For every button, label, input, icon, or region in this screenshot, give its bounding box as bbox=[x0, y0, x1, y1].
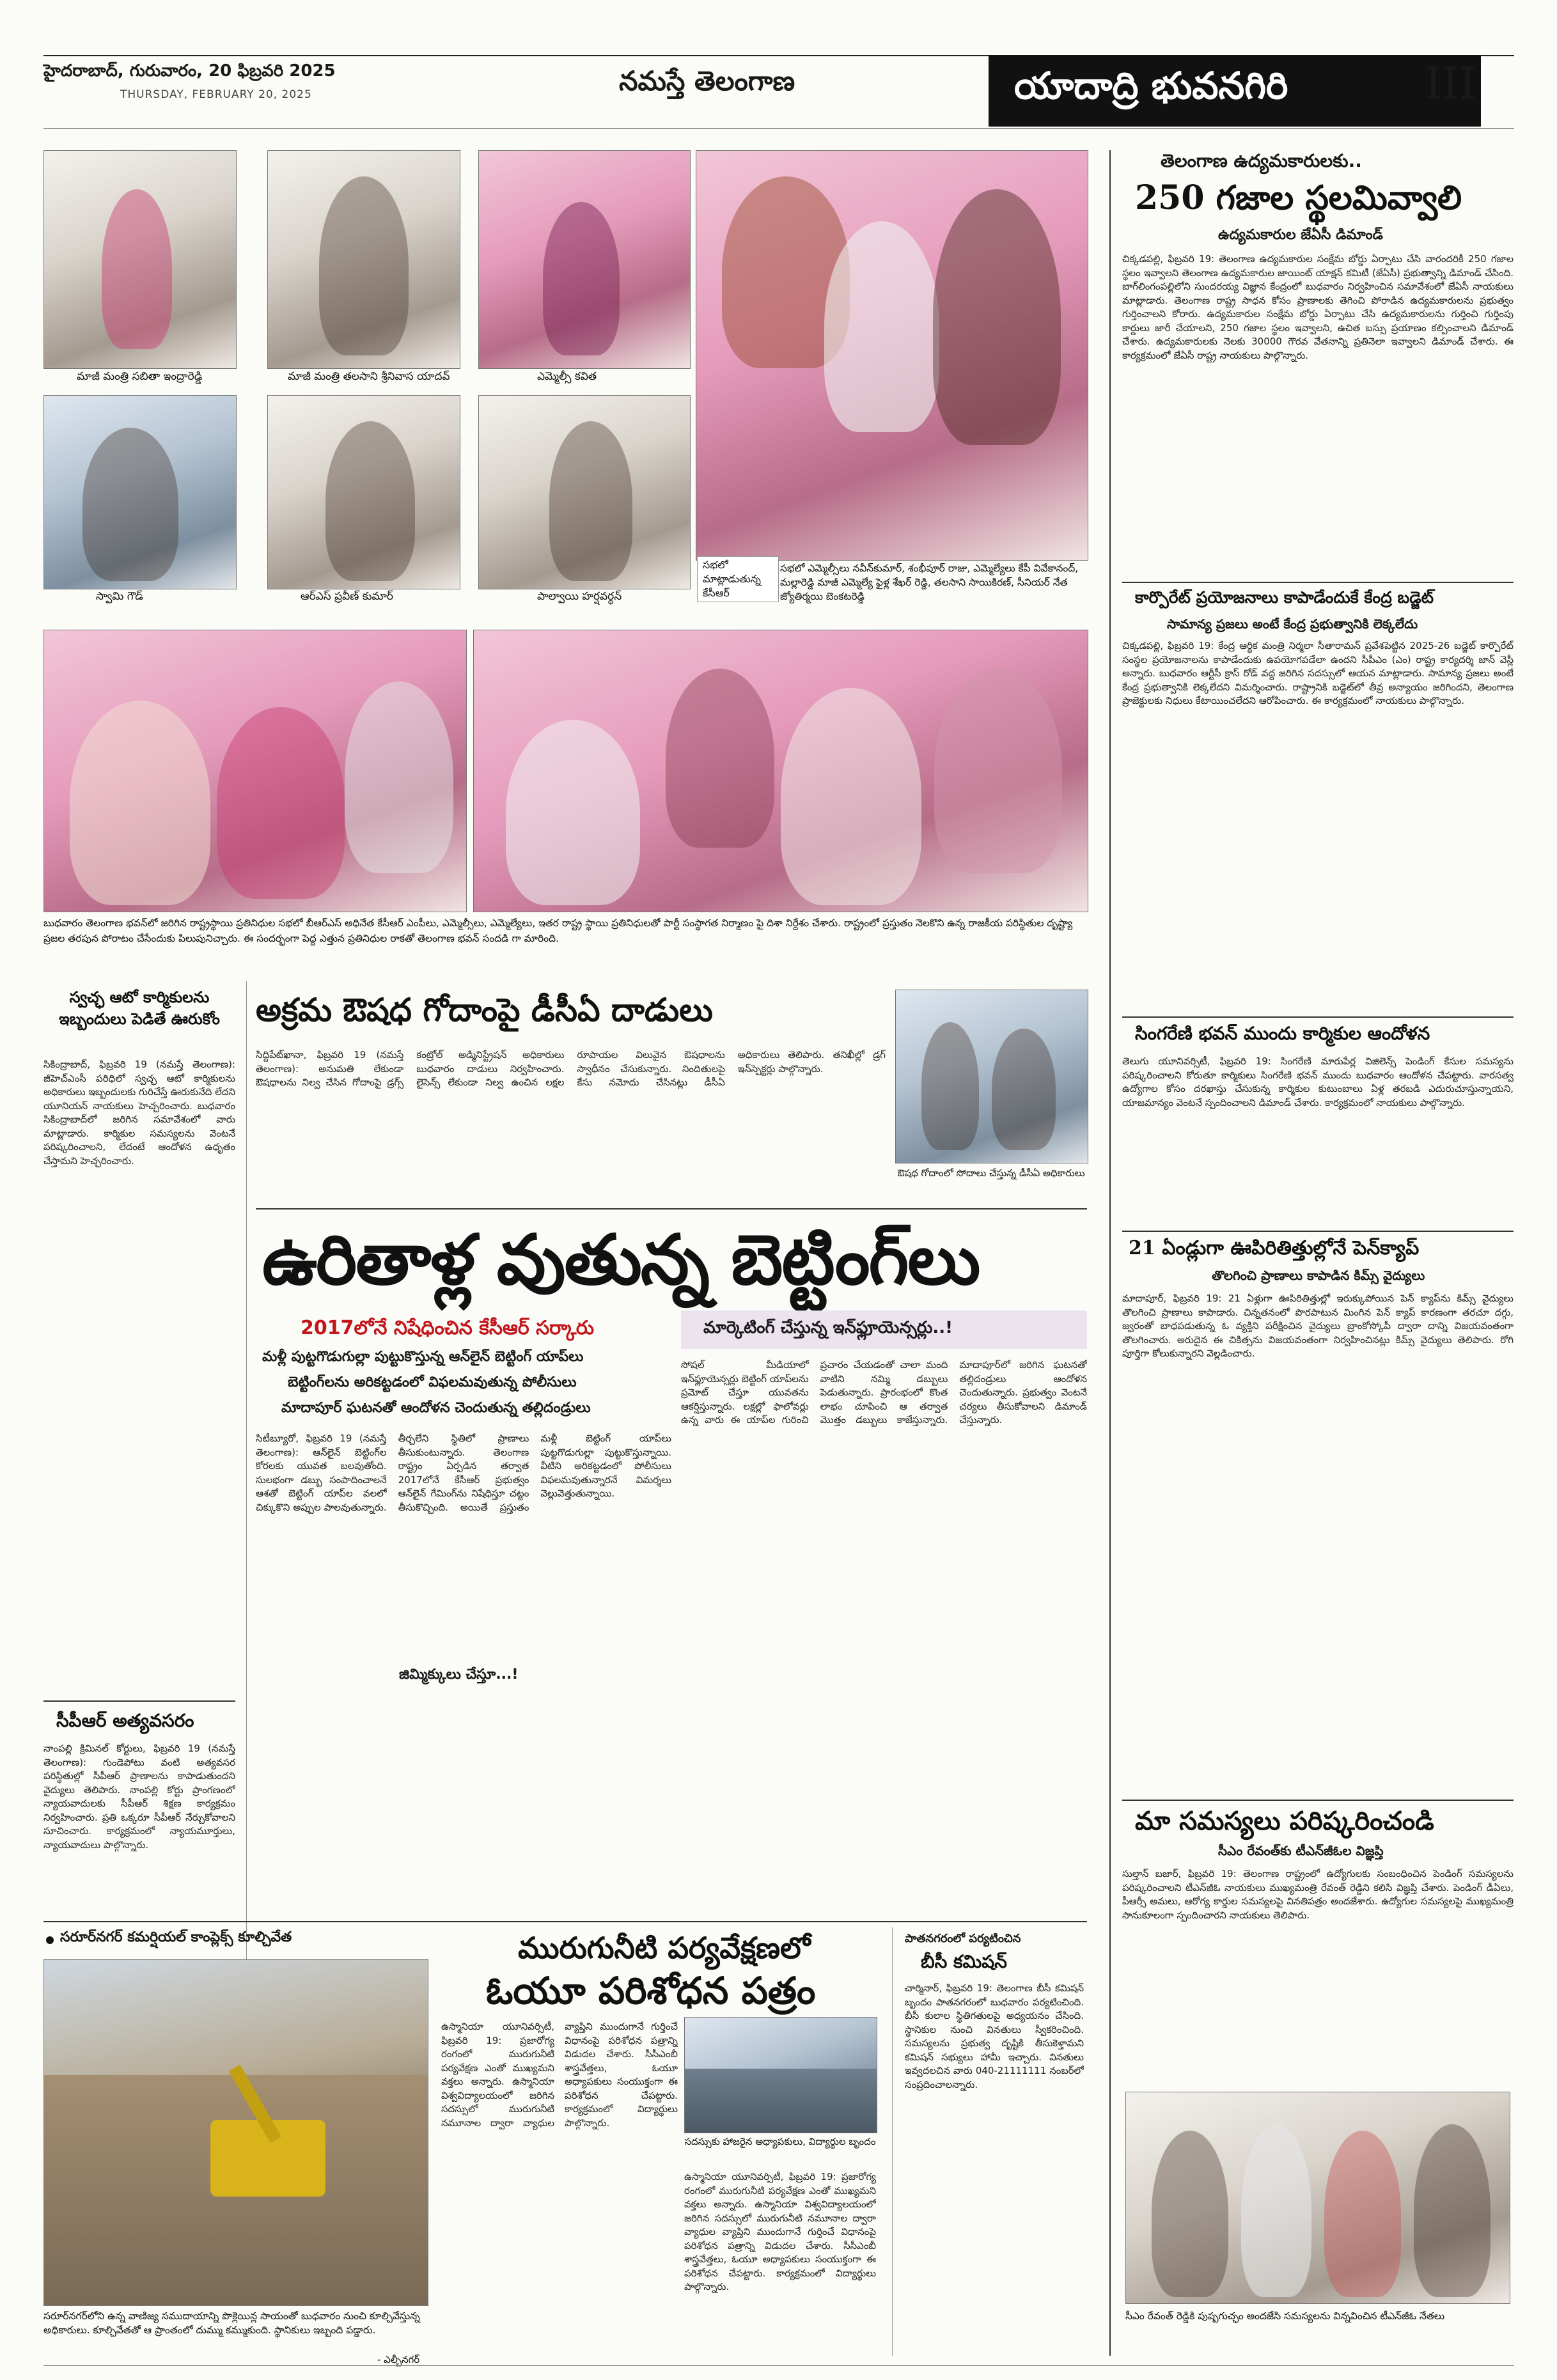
story2-headline: కార్పొరేట్ ప్రయోజనాలు కాపాడేందుకే కేంద్ర బడ్జెట్ bbox=[1135, 588, 1434, 607]
left-story2-headline: సీపీఆర్ అత్యవసరం bbox=[56, 1710, 194, 1731]
demolition-kicker-text: సరూర్‌నగర్ కమర్షియల్ కాంప్లెక్స్ కూల్చివేత bbox=[60, 1929, 292, 1945]
masthead-edge-left bbox=[43, 128, 1514, 129]
page-number: III bbox=[1425, 59, 1476, 109]
caption-kavitha: ఎమ్మెల్సీ కవిత bbox=[537, 370, 597, 383]
bc-divider bbox=[892, 1927, 893, 2356]
drug-rule bbox=[256, 1208, 1087, 1209]
story3-headline: సింగరేణి భవన్ ముందు కార్మికుల ఆందోళన bbox=[1135, 1023, 1430, 1044]
betting-sub-2: మళ్లీ పుట్టగొడుగుల్లా పుట్టుకొస్తున్న ఆన్‌లైన్ బెట్టింగ్ యాప్‌లు bbox=[262, 1349, 584, 1365]
story1-kicker: తెలంగాణ ఉద్యమకారులకు.. bbox=[1161, 150, 1362, 171]
story3-body: తెలుగు యూనివర్సిటీ, ఫిబ్రవరి 19: సింగరేణి మారుపేర్ల విజిలెన్స్ పెండింగ్ కేసుల సమస్యను పరిష్కరించాలని కోరుతూ కార్మికులు సింగరేణి భవన్ ముందు బుధవారం ఆందోళన చేపట్టారు. వారసత్వ ఉద్యోగాల కోసం దరఖాస్తు చేసుకున్న కార్మికుల కుటుంబాలు ఏళ్ల తరబడి ఎదురుచూస్తున్నాయని, యాజమాన్యం వెంటనే స్పందించాలని డిమాండ్ చేశారు. కార్యక్రమంలో నాయకులు పాల్గొన్నారు. bbox=[1122, 1055, 1514, 1108]
bc-headline: బీసీ కమిషన్ bbox=[921, 1951, 1007, 1972]
betting-sub-4: మాదాపూర్ ఘటనతో ఆందోళన చెందుతున్న తల్లిదండ్రులు bbox=[281, 1400, 591, 1416]
story2-deck: సామాన్య ప్రజలు అంటే కేంద్ర ప్రభుత్వానికి లెక్కలేదు bbox=[1167, 616, 1418, 632]
betting-body-1: సిటీబ్యూరో, ఫిబ్రవరి 19 (నమస్తే తెలంగాణ): ఆన్‌లైన్ బెట్టింగ్‌ల కోరలకు యువత బలవుతోంది. సులభంగా డబ్బు సంపాదించాలనే ఆశతో బెట్టింగ్ యాప్‌ల వలలో చిక్కుకొని అప్పుల పాలవుతున్నారు. తీర్చలేని స్థితిలో ప్రాణాలు తీసుకుంటున్నారు. తెలంగాణ రాష్ట్రం ఏర్పడిన తర్వాత 2017లోనే కేసీఆర్ ప్రభుత్వం ఆన్‌లైన్ గేమింగ్‌ను నిషేధిస్తూ చట్టం తీసుకొచ్చింది. అయితే ప్రస్తుతం మళ్లీ బెట్టింగ్ యాప్‌లు పుట్టగొడుగుల్లా పుట్టుకొస్తున్నాయి. వీటిని అరికట్టడంలో పోలీసులు విఫలమవుతున్నారనే విమర్శలు వెల్లువెత్తుతున్నాయి. bbox=[256, 1433, 671, 1513]
section-title: యాదాద్రి భువనగిరి bbox=[1014, 64, 1288, 107]
dateline-english: THURSDAY, FEBRUARY 20, 2025 bbox=[120, 88, 312, 101]
drug-body: సిద్దిపేట్‌ఖానా, ఫిబ్రవరి 19 (నమస్తే తెలంగాణ): అనుమతి లేకుండా ఔషధాలను నిల్వ చేసిన గోదాంపై డ్రగ్స్ కంట్రోల్ అడ్మినిస్ట్రేషన్ అధికారులు బుధవారం దాడులు నిర్వహించారు. లైసెన్స్ లేకుండా నిల్వ ఉంచిన లక్షల రూపాయల విలువైన ఔషధాలను స్వాధీనం చేసుకున్నారు. నిందితులపై కేసు నమోదు చేసినట్లు డీసీఏ అధికారులు తెలిపారు. తనిఖీల్లో డ్రగ్ ఇన్‌స్పెక్టర్లు పాల్గొన్నారు. bbox=[256, 1049, 886, 1088]
right-rule-4 bbox=[1122, 1800, 1514, 1801]
group-caption: బుధవారం తెలంగాణ భవన్‌లో జరిగిన రాష్ట్రస్థాయి ప్రతినిధుల సభలో బీఆర్ఎస్ అధినేత కేసీఆర్ ఎంపీలు, ఎమ్మెల్సీలు, ఎమ్మెల్యేలు, ఇతర రాష్ట్ర స్థాయి ప్రతినిధులతో పార్టీ సంస్థాగత నిర్మాణం పై దిశా నిర్దేశం చేశారు. రాష్ట్రంలో ప్రస్తుతం నెలకొని ఉన్న రాజకీయ పరిస్థితుల దృష్ట్యా ప్రజల తరపున పోరాటం చేసేందుకు పిలుపునిచ్చారు. ఈ సందర్భంగా పెద్ద ఎత్తున ప్రతినిధుల రాకతో తెలంగాణ భవన్ సందడి గా మారింది. bbox=[43, 917, 1073, 944]
column-divider bbox=[1109, 150, 1111, 2356]
caption-praveen: ఆర్ఎస్ ప్రవీణ్ కుమార్ bbox=[301, 590, 393, 603]
bc-kicker: పాతనగరంలో పర్యటించిన bbox=[905, 1932, 1021, 1945]
photo-sabitha bbox=[43, 150, 237, 369]
kcr-caption-label: సభలో మాట్లాడుతున్న కేసీఆర్ bbox=[697, 556, 779, 602]
caption-sabitha: మాజీ మంత్రి సబితా ఇంద్రారెడ్డి bbox=[77, 370, 203, 383]
story5-body: సుల్తాన్ బజార్, ఫిబ్రవరి 19: తెలంగాణ రాష్ట్రంలో ఉద్యోగులకు సంబంధించిన పెండింగ్ సమస్యలను పరిష్కరించాలని టీఎన్‌జీఓ నాయకులు ముఖ్యమంత్రి రేవంత్ రెడ్డిని కలిసి విజ్ఞప్తి చేశారు. పెండింగ్ డీఏలు, పీఆర్సీ అమలు, ఆరోగ్య కార్డుల సమస్యలపై వినతిపత్రం అందజేశారు. ఉద్యోగుల సమస్యలపై ముఖ్యమంత్రి సానుకూలంగా స్పందించారని నాయకులు తెలిపారు. bbox=[1122, 1868, 1514, 1921]
betting-headline: ఉరితాళ్ల వుతున్న బెట్టింగ్‌లు bbox=[262, 1220, 980, 1300]
research-body: ఉస్మానియా యూనివర్సిటీ, ఫిబ్రవరి 19: ప్రజారోగ్య రంగంలో మురుగునీటి పర్యవేక్షణ ఎంతో ముఖ్యమని వక్తలు అన్నారు. ఉస్మానియా విశ్వవిద్యాలయంలో జరిగిన సదస్సులో మురుగునీటి నమూనాల ద్వారా వ్యాధుల వ్యాప్తిని ముందుగానే గుర్తించే విధానంపై పరిశోధన పత్రాన్ని విడుదల చేశారు. సీసీఎంబీ శాస్త్రవేత్తలు, ఓయూ అధ్యాపకులు సంయుక్తంగా ఈ పరిశోధన చేపట్టారు. కార్యక్రమంలో విద్యార్థులు పాల్గొన్నారు. bbox=[441, 2021, 678, 2129]
story2-body: చిక్కడపల్లి, ఫిబ్రవరి 19: కేంద్ర ఆర్థిక మంత్రి నిర్మలా సీతారామన్ ప్రవేశపెట్టిన 2025-26 బడ్జెట్ కార్పొరేట్ సంస్థల ప్రయోజనాలను కాపాడేందుకు ఉపయోగపడేలా ఉందని సీపీఎం (ఎం) రాష్ట్ర కార్యదర్శి జాన్ వెస్లీ అన్నారు. బుధవారం ఆర్టీసీ క్రాస్ రోడ్ వద్ద జరిగిన సదస్సులో ఆయన మాట్లాడారు. సామాన్య ప్రజలు అంటే కేంద్ర ప్రభుత్వానికి లెక్కలేదని విమర్శించారు. రాష్ట్రానికి బడ్జెట్‌లో తీవ్ర అన్యాయం జరిగిందని, తెలంగాణ ప్రాజెక్టులకు నిధులు కేటాయించలేదని ఆరోపించారు. ఈ కార్యక్రమంలో నాయకులు పాల్గొన్నారు. bbox=[1122, 640, 1514, 706]
page-bottom-rule bbox=[43, 2365, 1514, 2366]
photo-praveen-kumar bbox=[267, 395, 460, 589]
photo-kcr-speech bbox=[696, 150, 1088, 561]
right-rule-3 bbox=[1122, 1231, 1514, 1232]
caption-palvai: పాల్వాయి హర్షవర్ధన్ bbox=[537, 590, 622, 603]
drug-headline: అక్రమ ఔషధ గోదాంపై డీసీఏ దాడులు bbox=[256, 991, 713, 1029]
right-rule-2 bbox=[1122, 1016, 1514, 1018]
dateline: హైదరాబాద్, గురువారం, 20 ఫిబ్రవరి 2025 bbox=[43, 61, 336, 81]
section-title-box bbox=[989, 55, 1481, 127]
demolition-credit: - ఎల్బీనగర్ bbox=[377, 2354, 420, 2365]
photo-tngo-cm bbox=[1125, 2092, 1510, 2304]
left-story1-headline: స్వచ్ఛ ఆటో కార్మికులను ఇబ్బందులు పెడితే ఊరుకోం bbox=[59, 988, 220, 1028]
right-rule-1 bbox=[1122, 582, 1514, 583]
photo-representatives-left bbox=[43, 630, 467, 912]
paper-name: నమస్తే తెలంగాణ bbox=[619, 65, 795, 97]
story1-body: చిక్కడపల్లి, ఫిబ్రవరి 19: తెలంగాణ ఉద్యమకారుల సంక్షేమ బోర్డు ఏర్పాటు చేసి వారందరికీ 250 గజాల స్థలం ఇవ్వాలని తెలంగాణ ఉద్యమకారుల జాయింట్ యాక్షన్ కమిటీ (జేఏసీ) ప్రభుత్వాన్ని డిమాండ్ చేసింది. బాగ్‌లింగంపల్లిలోని సుందరయ్య విజ్ఞాన కేంద్రంలో బుధవారం నిర్వహించిన సమావేశంలో జేఏసీ నాయకులు మాట్లాడారు. తెలంగాణ రాష్ట్ర సాధన కోసం ప్రాణాలకు తెగించి పోరాడిన ఉద్యమకారులను ప్రభుత్వం గుర్తించాలని కోరారు. ఉద్యమకారుల సంక్షేమ బోర్డు ఏర్పాటు చేసి ఉద్యమకారులను గుర్తించి గుర్తింపు కార్డులు జారీ చేయాలని, 250 గజాల స్థలం ఇవ్వాలని, ఉచిత బస్సు ప్రయాణం కల్పించాలని డిమాండ్ చేశారు. ఉద్యమకారులకు నెలకు 30000 గౌరవ వేతనాన్ని ప్రతినెలా ఇవ్వాలని డిమాండ్ చేశారు. ఈ కార్యక్రమంలో జేఏసీ రాష్ట్ర నాయకులు పాల్గొన్నారు. bbox=[1122, 253, 1514, 361]
betting-sub-3: బెట్టింగ్‌లను అరికట్టడంలో విఫలమవుతున్న పోలీసులు bbox=[288, 1374, 577, 1390]
story4-deck: తొలగించి ప్రాణాలు కాపాడిన కిమ్స్ వైద్యులు bbox=[1212, 1268, 1425, 1283]
research-photo-caption: సదస్సుకు హాజరైన అధ్యాపకులు, విద్యార్థుల బృందం bbox=[684, 2136, 876, 2147]
story4-headline: 21 ఏండ్లుగా ఊపిరితిత్తుల్లోనే పెన్‌క్యాప్ bbox=[1129, 1237, 1420, 1259]
research-headline-2: ఓయూ పరిశోధన పత్రం bbox=[486, 1969, 816, 2012]
photo-representatives-right bbox=[473, 630, 1088, 912]
drug-photo-caption: ఔషధ గోదాంలో సోదాలు చేస్తున్న డీసీఏ అధికారులు bbox=[897, 1167, 1085, 1179]
research-headline-1: మురుగునీటి పర్యవేక్షణలో bbox=[518, 1931, 811, 1965]
story4-body: మాదాపూర్, ఫిబ్రవరి 19: 21 ఏళ్లుగా ఊపిరితిత్తుల్లో ఇరుక్కుపోయిన పెన్ క్యాప్‌ను కిమ్స్ వైద్యులు తొలగించి ప్రాణాలు కాపాడారు. చిన్నతనంలో పొరపాటున మింగిన పెన్ క్యాప్ కారణంగా తరచూ దగ్గు, జ్వరంతో బాధపడుతున్న ఓ వ్యక్తిని పరీక్షించిన వైద్యులు బ్రాంకోస్కోపీ ద్వారా దాన్ని విజయవంతంగా తొలగించారు. అరుదైన ఈ చికిత్సను విజయవంతంగా నిర్వహించినట్లు కిమ్స్ వైద్యులు తెలిపారు. రోగి పూర్తిగా కోలుకున్నారని వెల్లడించారు. bbox=[1122, 1293, 1514, 1359]
photo-kavitha bbox=[478, 150, 691, 369]
kcr-caption: సభలో ఎమ్మెల్సీలు నవీన్‌కుమార్, శంభీపూర్ రాజు, ఎమ్మెల్యేలు కేపీ వివేకానంద్, మల్లారెడ్డి మాజీ ఎమ్మెల్యే ఫైళ్ల శేఖర్ రెడ్డి, తలసాని సాయికిరణ్, సీనియర్ నేత జ్యోతిర్మయి బెంకటరెడ్డి bbox=[780, 563, 1079, 602]
photo-demolition bbox=[43, 1959, 428, 2306]
photo-palvai bbox=[478, 395, 691, 589]
betting-rule bbox=[43, 1921, 1087, 1922]
photo-swamy-goud bbox=[43, 395, 237, 589]
demolition-kicker bbox=[43, 1929, 440, 1955]
betting-body-2: సోషల్ మీడియాలో ఇన్‌ఫ్లూయెన్సర్లు బెట్టింగ్ యాప్‌లను ప్రమోట్ చేస్తూ యువతను ఆకర్షిస్తున్నారు. లక్షల్లో ఫాలోవర్లు ఉన్న వారు ఈ యాప్‌ల గురించి ప్రచారం చేయడంతో చాలా మంది వాటిని నమ్మి డబ్బులు పెడుతున్నారు. ప్రారంభంలో కొంత లాభం చూపించి ఆ తర్వాత మొత్తం డబ్బులు కాజేస్తున్నారు. మాదాపూర్‌లో జరిగిన ఘటనతో తల్లిదండ్రులు ఆందోళన చెందుతున్నారు. ప్రభుత్వం వెంటనే చర్యలు తీసుకోవాలని డిమాండ్ చేస్తున్నారు. bbox=[681, 1359, 1087, 1426]
caption-swamy-goud: స్వామి గౌడ్ bbox=[96, 590, 143, 603]
photo-drug-raid bbox=[895, 990, 1088, 1163]
story5-deck: సీఎం రేవంత్‌కు టీఎన్‌జీఓల విజ్ఞప్తి bbox=[1218, 1843, 1384, 1858]
story1-deck: ఉద్యమకారుల జేఏసీ డిమాండ్ bbox=[1218, 227, 1383, 243]
story5-headline: మా సమస్యలు పరిష్కరించండి bbox=[1135, 1806, 1434, 1836]
bc-body: చార్మినార్, ఫిబ్రవరి 19: తెలంగాణ బీసీ కమిషన్ బృందం పాతనగరంలో బుధవారం పర్యటించింది. బీసీ కులాల స్థితిగతులపై అధ్యయనం చేసింది. స్థానికుల నుంచి వినతులు స్వీకరించింది. సమస్యలను ప్రభుత్వ దృష్టికి తీసుకెళ్తామని కమిషన్ సభ్యులు హామీ ఇచ్చారు. వినతులు ఇవ్వదలచిన వారు 040-21111111 నంబర్‌లో సంప్రదించాలన్నారు. bbox=[905, 1982, 1084, 2090]
left-story2-body: నాంపల్లి క్రిమినల్ కోర్టులు, ఫిబ్రవరి 19 (నమస్తే తెలంగాణ): గుండెపోటు వంటి అత్యవసర పరిస్థితుల్లో సీపీఆర్ ప్రాణాలను కాపాడుతుందని వైద్యులు తెలిపారు. నాంపల్లి కోర్టు ప్రాంగణంలో న్యాయవాదులకు సీపీఆర్ శిక్షణ కార్యక్రమం నిర్వహించారు. ప్రతి ఒక్కరూ సీపీఆర్ నేర్చుకోవాలని సూచించారు. కార్యక్రమంలో న్యాయమూర్తులు, న్యాయవాదులు పాల్గొన్నారు. bbox=[43, 1743, 235, 1851]
research-body-cont: ఉస్మానియా యూనివర్సిటీ, ఫిబ్రవరి 19: ప్రజారోగ్య రంగంలో మురుగునీటి పర్యవేక్షణ ఎంతో ముఖ్యమని వక్తలు అన్నారు. ఉస్మానియా విశ్వవిద్యాలయంలో జరిగిన సదస్సులో మురుగునీటి నమూనాల ద్వారా వ్యాధుల వ్యాప్తిని ముందుగానే గుర్తించే విధానంపై పరిశోధన పత్రాన్ని విడుదల చేశారు. సీసీఎంబీ శాస్త్రవేత్తలు, ఓయూ అధ్యాపకులు సంయుక్తంగా ఈ పరిశోధన చేపట్టారు. కార్యక్రమంలో విద్యార్థులు పాల్గొన్నారు. bbox=[684, 2171, 876, 2292]
left-story1-body: సికింద్రాబాద్, ఫిబ్రవరి 19 (నమస్తే తెలంగాణ): జీహెచ్‌ఎంసీ పరిధిలో స్వచ్ఛ ఆటో కార్మికులను అధికారులు ఇబ్బందులకు గురిచేస్తే ఊరుకునేది లేదని యూనియన్ నాయకులు హెచ్చరించారు. బుధవారం సికింద్రాబాద్‌లో జరిగిన సమావేశంలో వారు మాట్లాడారు. కార్మికుల సమస్యలను వెంటనే పరిష్కరించాలని, లేదంటే ఆందోళన ఉధృతం చేస్తామని హెచ్చరించారు. bbox=[43, 1059, 235, 1167]
photo-research-group bbox=[684, 2017, 877, 2133]
masthead bbox=[43, 55, 1514, 129]
betting-sub-red: 2017లోనే నిషేధించిన కేసీఆర్ సర్కారు bbox=[301, 1317, 594, 1339]
bullet-icon bbox=[46, 1936, 54, 1944]
betting-side-sub: మార్కెటింగ్ చేస్తున్న ఇన్‌ఫ్లూయెన్సర్లు..! bbox=[703, 1318, 953, 1337]
betting-inner-sub: జిమ్మిక్కులు చేస్తూ...! bbox=[396, 1665, 520, 1687]
tngo-photo-caption: సీఎం రేవంత్ రెడ్డికి పుష్పగుచ్ఛం అందజేసి సమస్యలను విన్నవించిన టీఎన్‌జీఓ నేతలు bbox=[1125, 2310, 1445, 2322]
demolition-caption: సరూర్‌నగర్‌లోని ఉన్న వాణిజ్య సముదాయాన్ని పొక్లెయిన్ల సాయంతో బుధవారం నుంచి కూల్చివేస్తున్న అధికారులు. కూల్చివేతతో ఆ ప్రాంతంలో దుమ్ము కమ్ముకుంది. స్థానికులు ఇబ్బంది పడ్డారు. bbox=[43, 2310, 420, 2336]
caption-talasani: మాజీ మంత్రి తలసాని శ్రీనివాస యాదవ్ bbox=[288, 370, 450, 383]
story1-headline: 250 గజాల స్థలమివ్వాలి bbox=[1135, 178, 1462, 217]
photo-talasani bbox=[267, 150, 460, 369]
left-rule bbox=[43, 1700, 235, 1702]
